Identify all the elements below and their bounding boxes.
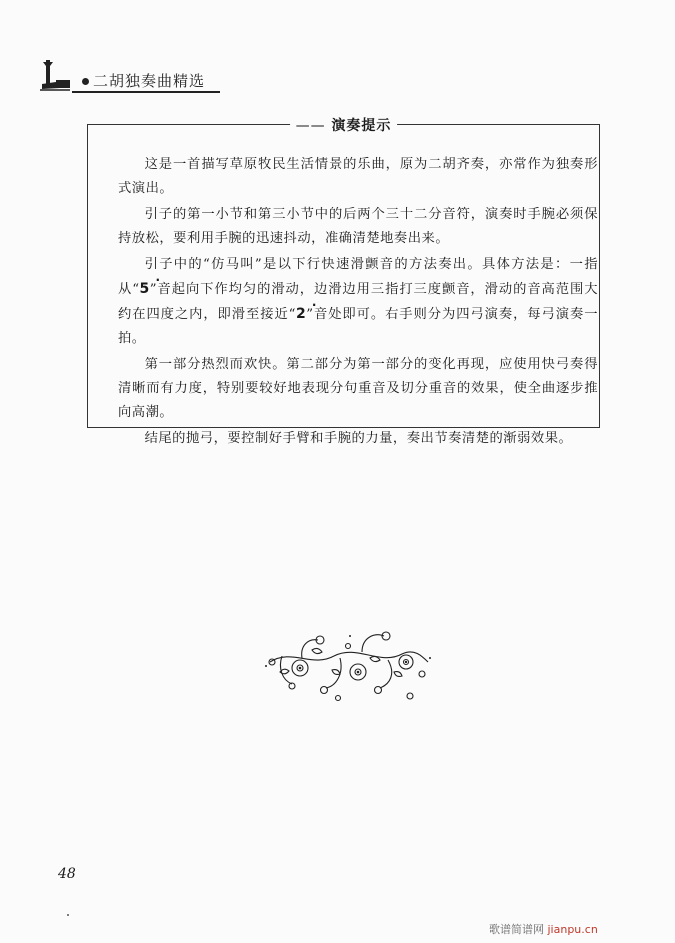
floral-ornament-icon: [262, 628, 434, 708]
tips-paragraph-4: 第一部分热烈而欢快。第二部分为第一部分的变化再现，应使用快弓奏得清晰而有力度，特别要较好地表现分句重音及切分重音的效果，使全曲逐步推向高潮。: [118, 357, 598, 420]
tips-paragraph-5: 结尾的抛弓，要控制好手臂和手腕的力量，奏出节奏清楚的渐弱效果。: [144, 431, 573, 446]
para3-text-1: 引子中的“仿马叫”是以下行快速滑颤音的方法奏出。具体方法是：一指从: [118, 257, 598, 297]
scan-speck: [67, 914, 69, 916]
tips-body: [118, 153, 598, 451]
tips-heading: —— 演奏提示: [290, 115, 398, 135]
watermark-url: jianpu.cn: [547, 923, 598, 936]
note-high-2: · 2: [295, 298, 317, 322]
tips-heading-text: 演奏提示: [331, 118, 392, 134]
page-number: 48: [58, 866, 76, 882]
tips-paragraph-1: 这是一首描写草原牧民生活情景的乐曲，原为二胡齐奏，亦常作为独奏形式演出。: [118, 157, 598, 196]
running-header-title: 二胡独奏曲精选: [93, 72, 206, 90]
tips-paragraph-2: 引子的第一小节和第三小节中的后两个三十二分音符，演奏时手腕必须保持放松，要利用手腕的迅速抖动，准确清楚地奏出来。: [118, 207, 598, 246]
site-watermark: [489, 921, 598, 937]
erhu-logo-icon: [38, 58, 72, 92]
performance-tips-box: [87, 118, 600, 446]
para3-text-3: 音处即可。右手则分为四弓演奏，每弓演奏一拍。: [118, 307, 598, 346]
header-rule: [72, 91, 220, 93]
note-high-5: · 5: [139, 273, 161, 297]
para3-text-2: 音起向下作均匀的滑动，边滑边用三指打三度颤音，滑动的音高范围大约在四度之内，即滑至接近: [118, 282, 599, 322]
watermark-cn: 歌谱简谱网: [489, 923, 544, 936]
header-bullet: [82, 78, 89, 85]
tips-paragraph-3: 引子中的“仿马叫”是以下行快速滑颤音的方法奏出。具体方法是：一指从“ · 5”音起向下作均匀的滑动，边滑边用三指打三度颤音，滑动的音高范围大约在四度之内，即滑至接近“ · 2”音处即可。右手则分为四弓演奏，每弓演奏一拍。: [118, 257, 599, 346]
